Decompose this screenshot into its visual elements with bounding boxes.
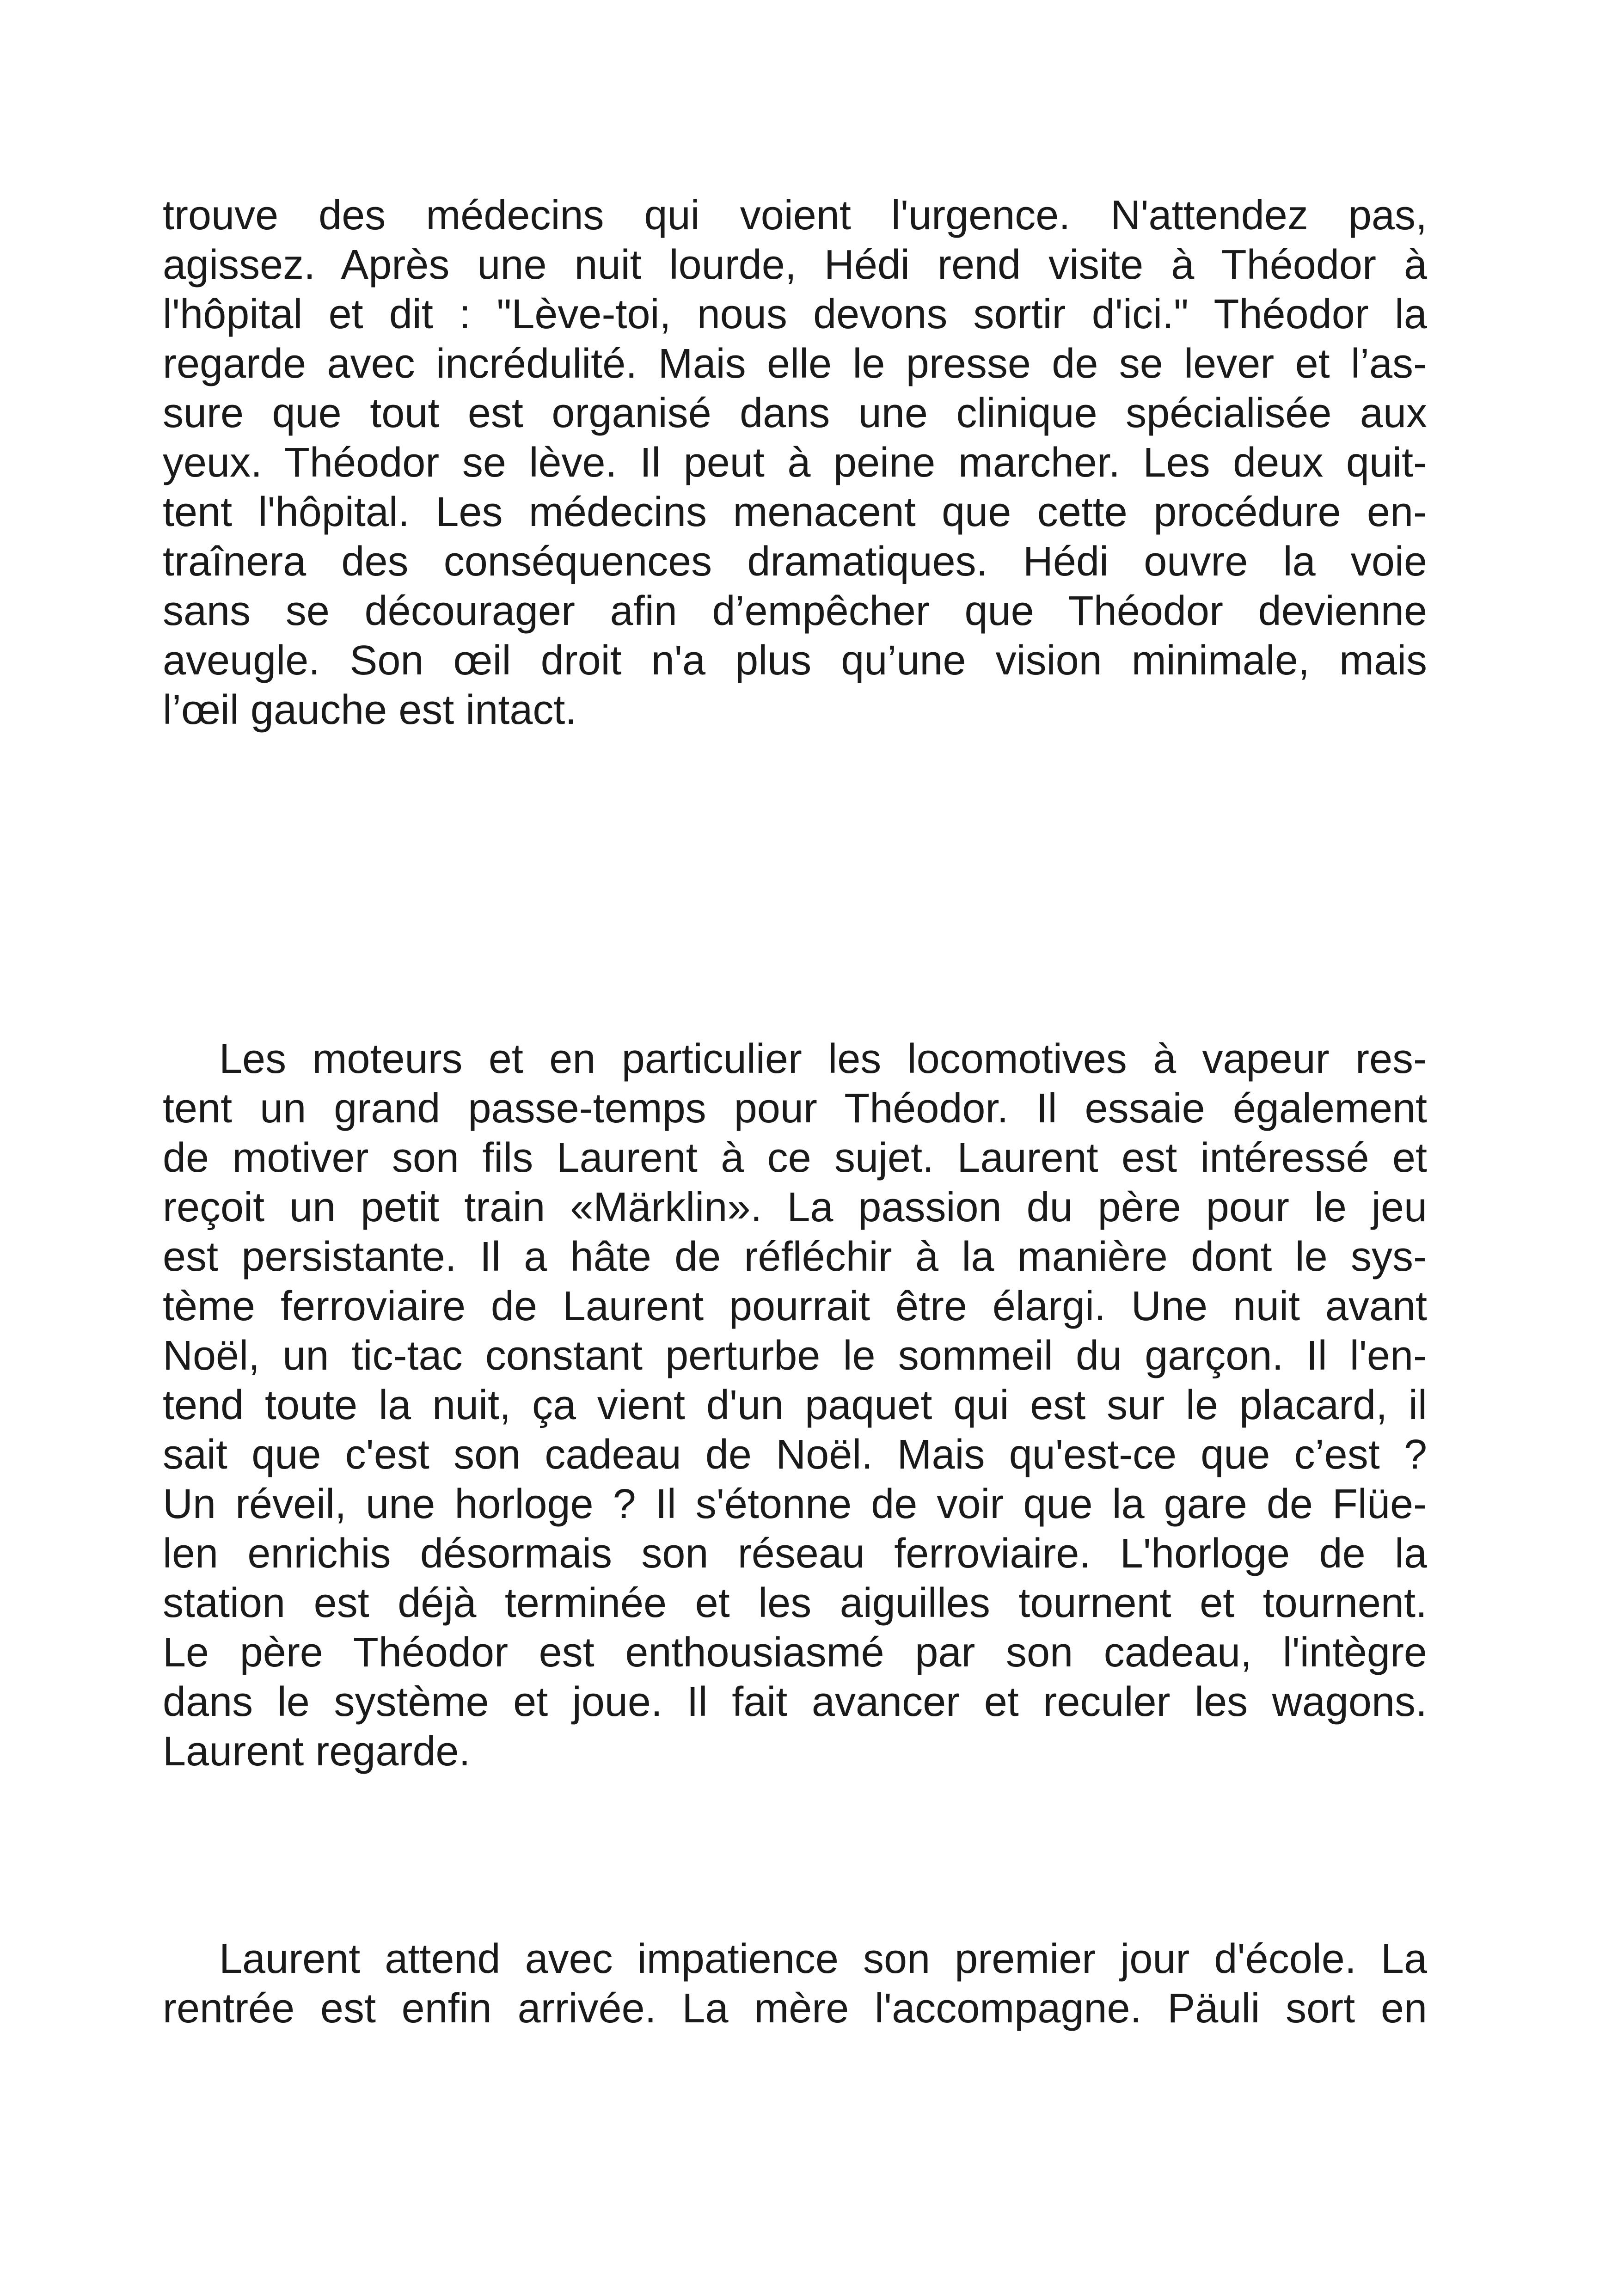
text-line: len enrichis désormais son réseau ferroviaire. L'horloge de la xyxy=(163,1531,1427,1577)
text-line: tent un grand passe-temps pour Théodor. Il essaie également xyxy=(163,1085,1427,1132)
text-line: sait que c'est son cadeau de Noël. Mais qu'est-ce que c’est ? xyxy=(163,1432,1427,1478)
paragraph-3 xyxy=(163,1935,1427,2033)
text-line: Laurent attend avec impatience son premier jour d'école. La xyxy=(219,1936,1427,1982)
text-line: agissez. Après une nuit lourde, Hédi rend visite à Théodor à xyxy=(163,242,1427,288)
text-line: Le père Théodor est enthousiasmé par son cadeau, l'intègre xyxy=(163,1629,1427,1676)
text-line: l’œil gauche est intact. xyxy=(163,687,577,733)
text-line: l'hôpital et dit : "Lève-toi, nous devons sortir d'ici." Théodor la xyxy=(163,291,1427,337)
text-line: Les moteurs et en particulier les locomotives à vapeur res- xyxy=(219,1036,1427,1082)
text-line: rentrée est enfin arrivée. La mère l'accompagne. Päuli sort en xyxy=(163,1985,1427,2032)
text-line: Noël, un tic-tac constant perturbe le sommeil du garçon. Il l'en- xyxy=(163,1333,1427,1379)
text-line: sure que tout est organisé dans une clinique spécialisée aux xyxy=(163,390,1427,436)
text-line: traînera des conséquences dramatiques. Hédi ouvre la voie xyxy=(163,539,1427,585)
text-line: tème ferroviaire de Laurent pourrait être élargi. Une nuit avant xyxy=(163,1283,1427,1329)
text-line: yeux. Théodor se lève. Il peut à peine marcher. Les deux quit- xyxy=(163,440,1427,486)
text-line: station est déjà terminée et les aiguilles tournent et tournent. xyxy=(163,1580,1427,1626)
text-line: trouve des médecins qui voient l'urgence. N'attendez pas, xyxy=(163,192,1427,239)
text-line: dans le système et joue. Il fait avancer et reculer les wagons. xyxy=(163,1679,1427,1725)
text-line: Laurent regarde. xyxy=(163,1728,471,1775)
text-line: aveugle. Son œil droit n'a plus qu’une vision minimale, mais xyxy=(163,637,1427,684)
text-line: est persistante. Il a hâte de réfléchir à la manière dont le sys- xyxy=(163,1234,1427,1280)
paragraph-1 xyxy=(163,191,1427,735)
text-line: reçoit un petit train «Märklin». La passion du père pour le jeu xyxy=(163,1184,1427,1231)
paragraph-2 xyxy=(163,1035,1427,1776)
text-line: de motiver son fils Laurent à ce sujet. Laurent est intéressé et xyxy=(163,1135,1427,1181)
text-line: Un réveil, une horloge ? Il s'étonne de voir que la gare de Flüe- xyxy=(163,1481,1427,1527)
text-line: tent l'hôpital. Les médecins menacent que cette procédure en- xyxy=(163,489,1427,535)
text-line: sans se décourager afin d’empêcher que Théodor devienne xyxy=(163,588,1427,634)
text-line: regarde avec incrédulité. Mais elle le presse de se lever et l’as- xyxy=(163,341,1427,387)
text-line: tend toute la nuit, ça vient d'un paquet qui est sur le placard, il xyxy=(163,1382,1427,1428)
